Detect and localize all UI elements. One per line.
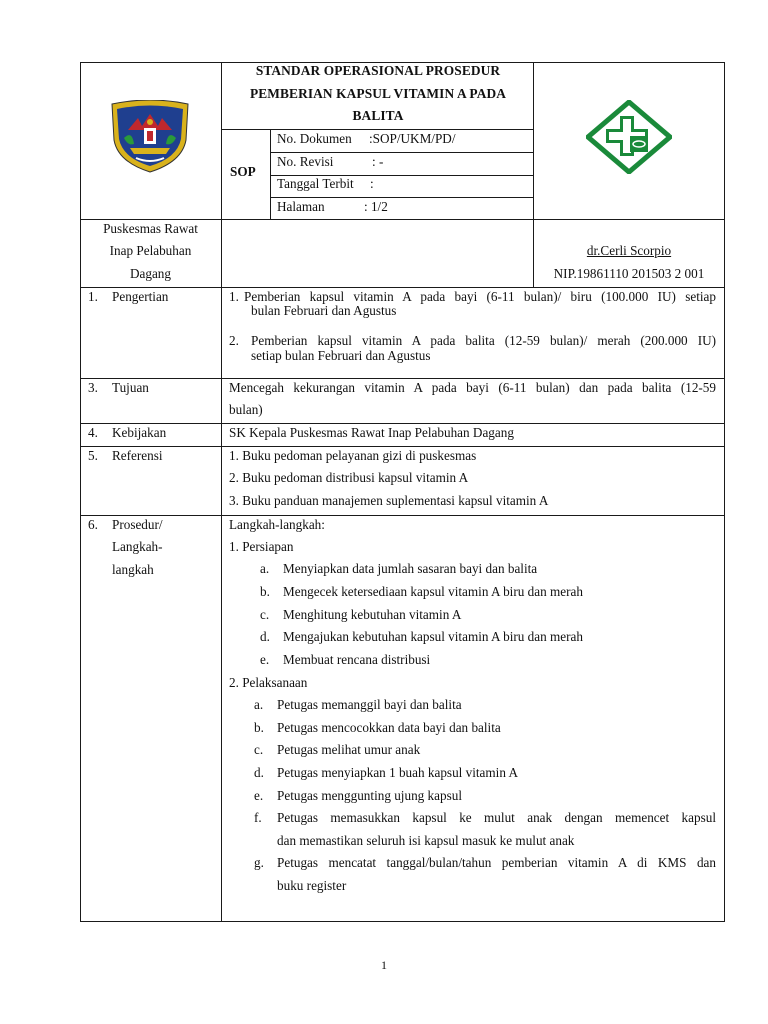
persiapan-letter-c: c. — [260, 607, 270, 622]
meta-value-halaman: : 1/2 — [364, 199, 388, 214]
meta-label-revisi: No. Revisi — [277, 154, 334, 169]
prosedur-intro: Langkah-langkah: — [229, 517, 325, 532]
page-number: 1 — [381, 958, 387, 972]
persiapan-title: 1. Persiapan — [229, 539, 294, 554]
meta-label-halaman: Halaman — [277, 199, 325, 214]
pengertian-item-2-line-1: Pemberian kapsul vitamin A pada balita (12-59 bulan)/ merah (200.000 IU) — [251, 333, 716, 348]
title-line-3: BALITA — [352, 108, 404, 123]
section-num-kebijakan: 4. — [88, 425, 98, 440]
table-right-border — [724, 62, 725, 922]
kebijakan-text: SK Kepala Puskesmas Rawat Inap Pelabuhan Dagang — [229, 425, 514, 440]
row-divider-4 — [80, 446, 725, 447]
pelaksanaan-title: 2. Pelaksanaan — [229, 675, 308, 690]
section-num-prosedur: 6. — [88, 517, 98, 532]
pelaksanaan-item-f-line-1: Petugas memasukkan kapsul ke mulut anak dengan memencet kapsul — [277, 810, 716, 825]
meta-line-3 — [270, 197, 534, 198]
referensi-item-1: 1. Buku pedoman pelayanan gizi di puskesmas — [229, 448, 477, 463]
puskesmas-name-line-1: Puskesmas Rawat — [103, 221, 198, 236]
pengertian-item-1-line-1: Pemberian kapsul vitamin A pada bayi (6-11 bulan)/ biru (100.000 IU) setiap — [244, 289, 716, 304]
pelaksanaan-item-e: Petugas menggunting ujung kapsul — [277, 788, 462, 803]
persiapan-item-e: Membuat rencana distribusi — [283, 652, 431, 667]
section-label-referensi: Referensi — [112, 448, 163, 463]
pengertian-item-2-num: 2. — [229, 333, 239, 348]
pelaksanaan-letter-e: e. — [254, 788, 264, 803]
meta-label-tanggal: Tanggal Terbit — [277, 176, 354, 191]
table-bottom-border — [80, 921, 725, 922]
section-label-tujuan: Tujuan — [112, 380, 149, 395]
referensi-item-3: 3. Buku panduan manajemen suplementasi kapsul vitamin A — [229, 493, 549, 508]
pelaksanaan-item-a: Petugas memanggil bayi dan balita — [277, 697, 462, 712]
row-divider-2 — [80, 378, 725, 379]
pelaksanaan-letter-f: f. — [254, 810, 262, 825]
persiapan-letter-e: e. — [260, 652, 270, 667]
pengertian-item-1-num: 1. — [229, 289, 239, 304]
signer-nip: NIP.19861110 201503 2 001 — [553, 266, 705, 281]
table-left-border — [80, 62, 81, 922]
section-label-pengertian: Pengertian — [112, 289, 169, 304]
row-divider-3 — [80, 423, 725, 424]
regional-emblem-icon — [108, 100, 192, 174]
meta-value-tanggal: : — [370, 176, 374, 191]
pelaksanaan-letter-d: d. — [254, 765, 264, 780]
puskesmas-name-line-2: Inap Pelabuhan — [109, 243, 192, 258]
header-bottom-line — [80, 219, 725, 220]
sop-label: SOP — [230, 164, 256, 179]
pelaksanaan-item-c: Petugas melihat umur anak — [277, 742, 421, 757]
persiapan-letter-d: d. — [260, 629, 270, 644]
row-divider-5 — [80, 515, 725, 516]
meta-line-1 — [270, 152, 534, 153]
persiapan-letter-b: b. — [260, 584, 270, 599]
section-label-prosedur-3: langkah — [112, 562, 154, 577]
sop-meta-divider — [270, 129, 271, 219]
persiapan-item-a: Menyiapkan data jumlah sasaran bayi dan balita — [283, 561, 538, 576]
pelaksanaan-item-d: Petugas menyiapkan 1 buah kapsul vitamin A — [277, 765, 518, 780]
meta-value-revisi: : - — [372, 154, 384, 169]
pelaksanaan-letter-b: b. — [254, 720, 264, 735]
pengertian-item-2-line-2: setiap bulan Februari dan Agustus — [251, 348, 431, 363]
title-line-2: PEMBERIAN KAPSUL VITAMIN A PADA — [249, 86, 507, 101]
puskesmas-name-line-3: Dagang — [129, 266, 171, 281]
pelaksanaan-item-b: Petugas mencocokkan data bayi dan balita — [277, 720, 501, 735]
label-column-divider — [221, 62, 222, 922]
section-label-prosedur-2: Langkah- — [112, 539, 163, 554]
row-divider-1 — [80, 287, 725, 288]
section-num-pengertian: 1. — [88, 289, 98, 304]
pengertian-item-1-line-2: bulan Februari dan Agustus — [251, 303, 397, 318]
section-label-prosedur-1: Prosedur/ — [112, 517, 163, 532]
section-num-tujuan: 3. — [88, 380, 98, 395]
pelaksanaan-letter-g: g. — [254, 855, 264, 870]
puskesmas-cross-logo-icon — [586, 100, 672, 174]
pelaksanaan-letter-a: a. — [254, 697, 264, 712]
title-bottom-line — [221, 129, 534, 130]
tujuan-line-2: bulan) — [229, 402, 263, 417]
signer-name-text: dr.Cerli Scorpio — [586, 243, 672, 258]
persiapan-letter-a: a. — [260, 561, 270, 576]
tujuan-line-1: Mencegah kekurangan vitamin A pada bayi (6-11 bulan) dan pada balita (12-59 — [229, 380, 716, 395]
pelaksanaan-item-f-line-2: dan memastikan seluruh isi kapsul masuk ke mulut anak — [277, 833, 575, 848]
meta-value-dokumen: :SOP/UKM/PD/ — [369, 131, 456, 146]
section-num-referensi: 5. — [88, 448, 98, 463]
referensi-item-2: 2. Buku pedoman distribusi kapsul vitamin A — [229, 470, 469, 485]
signer-name — [534, 243, 724, 259]
pelaksanaan-item-g-line-2: buku register — [277, 878, 347, 893]
meta-label-dokumen: No. Dokumen — [277, 131, 352, 146]
persiapan-item-d: Mengajukan kebutuhan kapsul vitamin A biru dan merah — [283, 629, 583, 644]
pelaksanaan-letter-c: c. — [254, 742, 264, 757]
pelaksanaan-item-g-line-1: Petugas mencatat tanggal/bulan/tahun pemberian vitamin A di KMS dan — [277, 855, 716, 870]
persiapan-item-c: Menghitung kebutuhan vitamin A — [283, 607, 462, 622]
persiapan-item-b: Mengecek ketersediaan kapsul vitamin A biru dan merah — [283, 584, 583, 599]
title-line-1: STANDAR OPERASIONAL PROSEDUR — [255, 63, 501, 78]
section-label-kebijakan: Kebijakan — [112, 425, 167, 440]
